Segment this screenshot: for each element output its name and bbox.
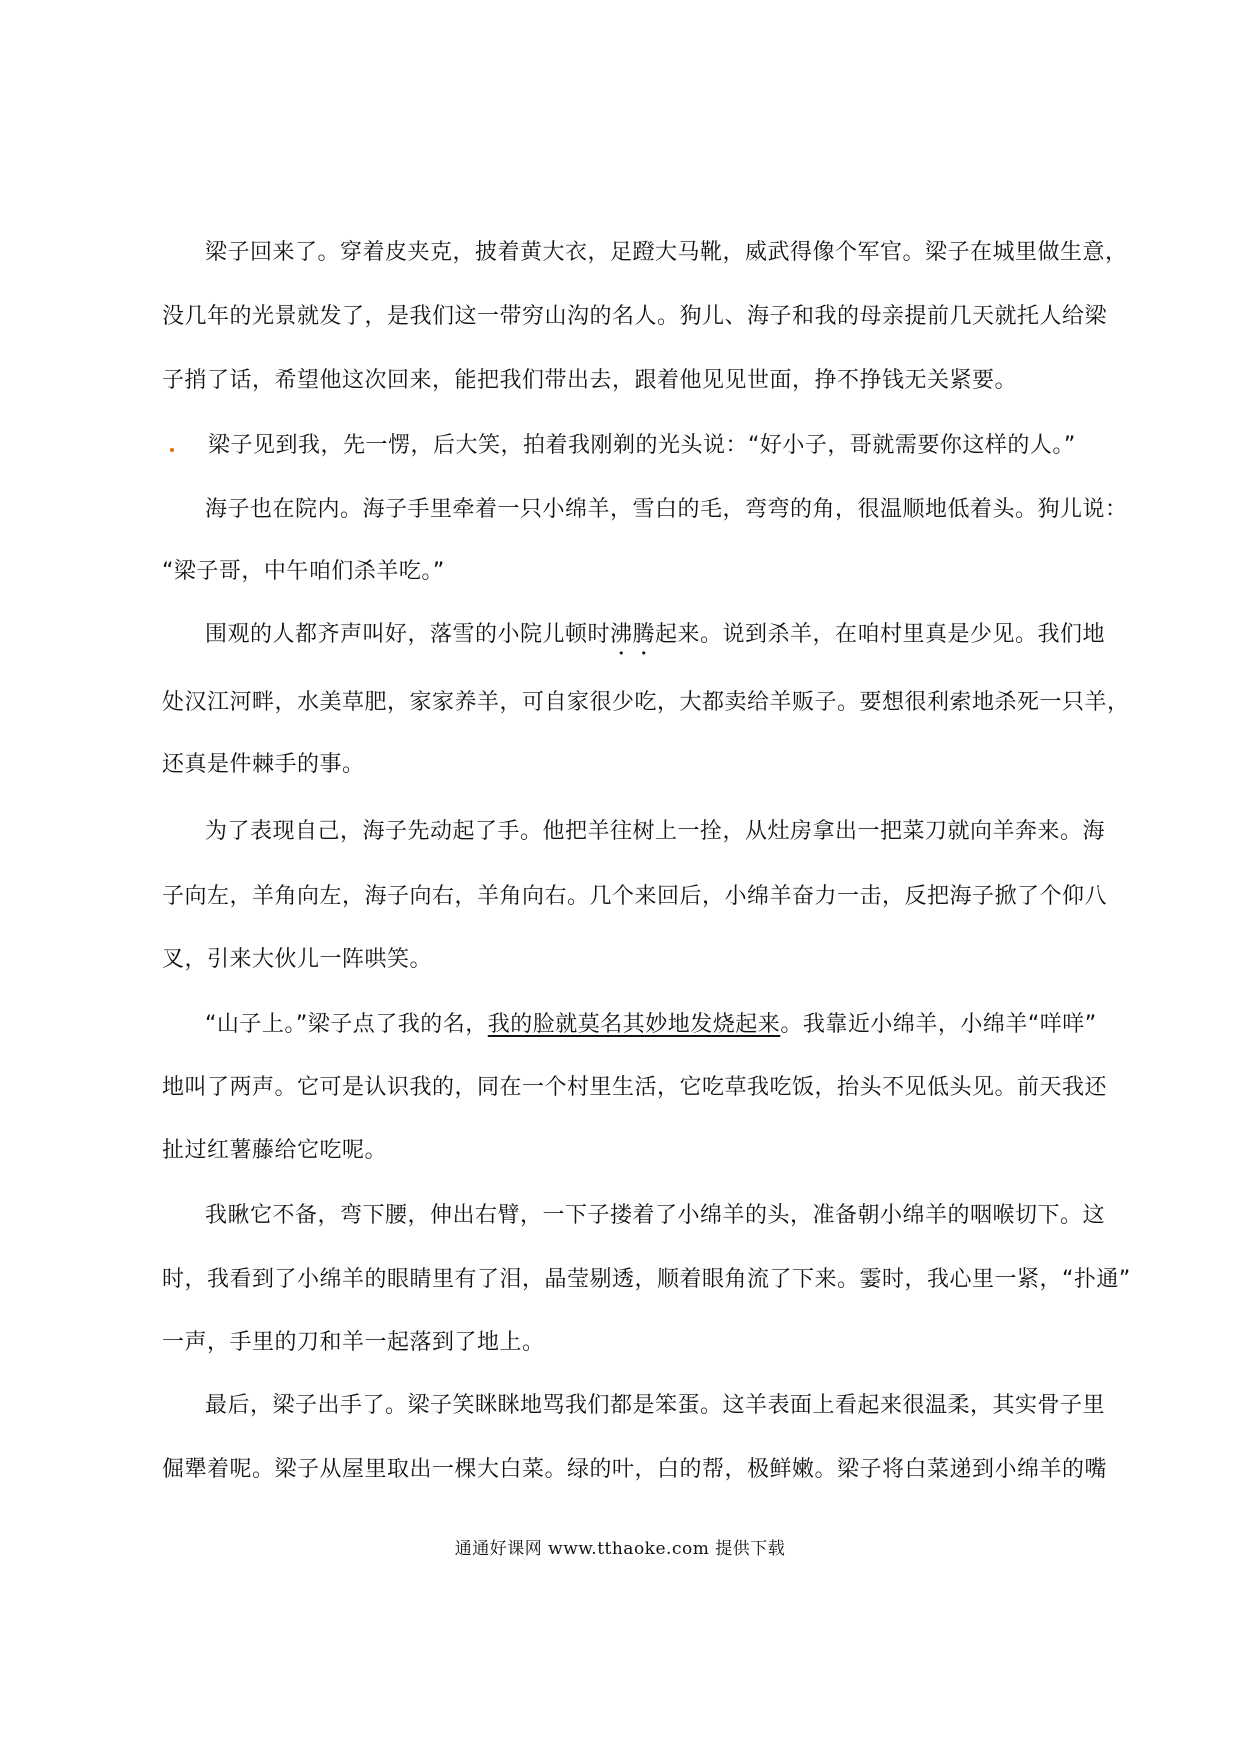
underlined-sentence: 我的脸就莫名其妙地发烧起来: [487, 1012, 781, 1037]
paragraph-2-line-1: 梁子见到我，先一愣，后大笑，拍着我刚剃的光头说：“好小子，哥就需要你这样的人。”: [208, 433, 1076, 458]
paragraph-4-line-2: 处汉江河畔，水美草肥，家家养羊，可自家很少吃，大都卖给羊贩子。要想很利索地杀死一只羊，: [162, 690, 1130, 715]
paragraph-6-line-2: 地叫了两声。它可是认识我的，同在一个村里生活，它吃草我吃饭，抬头不见低头见。前天我还: [162, 1075, 1108, 1100]
paragraph-7-line-3: 一声，手里的刀和羊一起落到了地上。: [162, 1330, 545, 1355]
paragraph-5-line-3: 叉，引来大伙儿一阵哄笑。: [162, 947, 433, 972]
text-segment: 。我靠近小绵羊，小绵羊“咩咩”: [780, 1012, 1097, 1037]
paragraph-3-line-2: “梁子哥，中午咱们杀羊吃。”: [162, 559, 445, 584]
paragraph-5-line-1: 为了表现自己，海子先动起了手。他把羊往树上一拴，从灶房拿出一把菜刀就向羊奔来。海: [205, 819, 1106, 844]
paragraph-3-line-1: 海子也在院内。海子手里牵着一只小绵羊，雪白的毛，弯弯的角，很温顺地低着头。狗儿说：: [205, 497, 1128, 522]
emphasized-word: 沸腾: [610, 622, 656, 647]
paragraph-6-line-3: 扯过红薯藤给它吃呢。: [162, 1138, 388, 1163]
paragraph-8-line-2: 倔犟着呢。梁子从屋里取出一棵大白菜。绿的叶，白的帮，极鲜嫩。梁子将白菜递到小绵羊的嘴: [162, 1457, 1108, 1482]
paragraph-4-line-1: [205, 620, 1106, 660]
text-segment: 围观的人都齐声叫好，落雪的小院儿顿时: [205, 622, 611, 647]
paragraph-1-line-3: 子捎了话，希望他这次回来，能把我们带出去，跟着他见见世面，挣不挣钱无关紧要。: [162, 368, 1018, 393]
footer-watermark: 通通好课网 www.tthaoke.com 提供下载: [454, 1539, 786, 1559]
paragraph-7-line-1: 我瞅它不备，弯下腰，伸出右臂，一下子搂着了小绵羊的头，准备朝小绵羊的咽喉切下。这: [205, 1203, 1106, 1228]
text-segment: 起来。说到杀羊，在咱村里真是少见。我们地: [655, 622, 1106, 647]
text-segment: “山子上。”梁子点了我的名，: [205, 1012, 488, 1037]
paragraph-8-line-1: 最后，梁子出手了。梁子笑眯眯地骂我们都是笨蛋。这羊表面上看起来很温柔，其实骨子里: [205, 1393, 1106, 1418]
paragraph-7-line-2: 时，我看到了小绵羊的眼睛里有了泪，晶莹剔透，顺着眼角流了下来。霎时，我心里一紧，“扑通”: [162, 1267, 1131, 1292]
paragraph-1-line-1: 梁子回来了。穿着皮夹克，披着黄大衣，足蹬大马靴，威武得像个军官。梁子在城里做生意，: [205, 240, 1128, 265]
paragraph-6-line-1: [205, 1010, 1097, 1040]
paragraph-4-line-3: 还真是件棘手的事。: [162, 752, 365, 777]
paragraph-5-line-2: 子向左，羊角向左，海子向右，羊角向右。几个来回后，小绵羊奋力一击，反把海子掀了个仰八: [162, 884, 1108, 909]
orange-dot-marker: [170, 448, 174, 452]
paragraph-1-line-2: 没几年的光景就发了，是我们这一带穷山沟的名人。狗儿、海子和我的母亲提前几天就托人给梁: [162, 304, 1108, 329]
